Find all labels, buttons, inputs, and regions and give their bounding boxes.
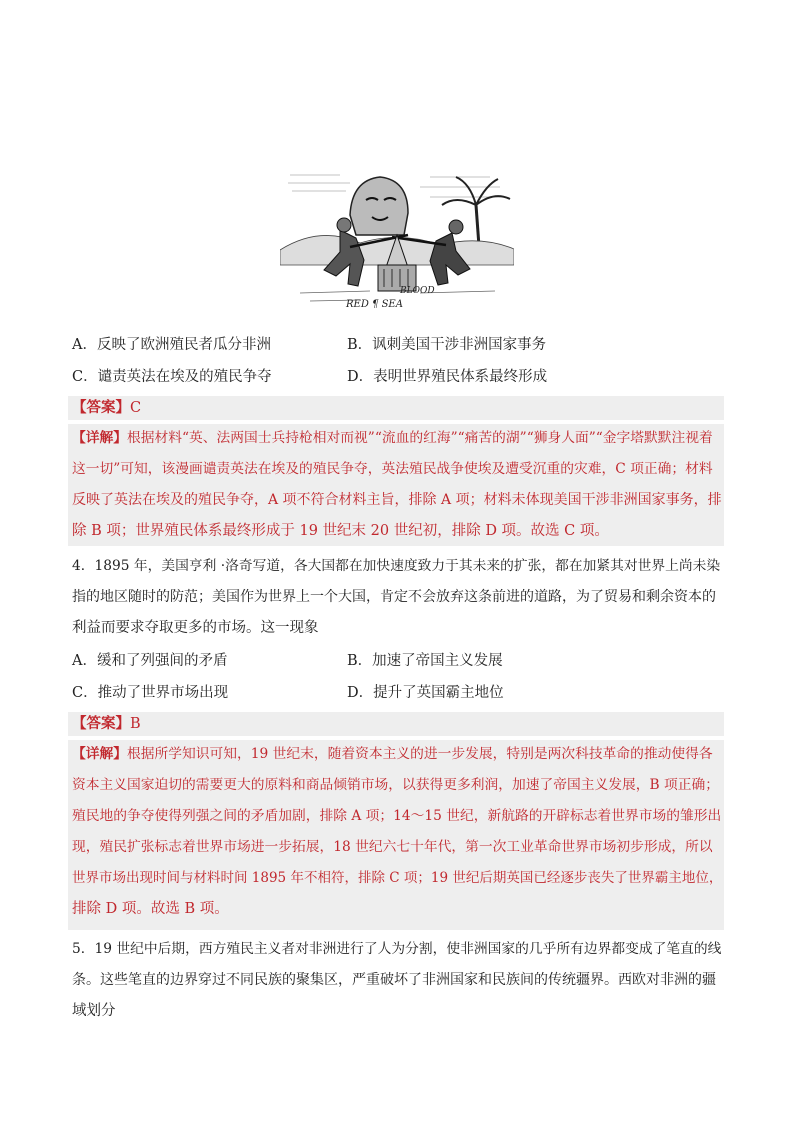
q4-detail-text-1: 根据所学知识可知，19 世纪末，随着资本主义的进一步发展，特别是两次科技革命的推动使得各 <box>127 746 713 762</box>
q4-stem-line-1: 4．1895 年，美国亨利 ·洛奇写道，各大国都在加快速度致力于其未来的扩张，都在加紧其对世界上尚未染 <box>72 558 721 574</box>
q3-detail-line-2: 这一切”可知，该漫画谴责英法在埃及的殖民争夺，英法殖民战争使埃及遭受沉重的灾难，C 项正确；材料 <box>72 461 713 477</box>
q4-option-d: D．提升了英国霸主地位 <box>347 685 504 701</box>
q4-detail-line-6: 排除 D 项。故选 B 项。 <box>72 901 229 917</box>
q4-detail-line-3: 殖民地的争夺使得列强之间的矛盾加剧，排除 A 项；14～15 世纪，新航路的开辟标志着世界市场的雏形出 <box>72 808 722 824</box>
q5-stem-line-3: 域划分 <box>72 1003 116 1019</box>
q4-detail-tag: 【详解】 <box>72 746 128 762</box>
cartoon-svg <box>280 165 514 313</box>
q4-option-a: A．缓和了列强间的矛盾 <box>72 653 228 669</box>
q3-option-b: B．讽刺美国干涉非洲国家事务 <box>347 337 547 353</box>
q4-detail-line-2: 资本主义国家迫切的需要更大的原料和商品倾销市场，以获得更多利润，加速了帝国主义发展，B 项正确； <box>72 777 719 793</box>
q3-option-c: C．谴责英法在埃及的殖民争夺 <box>72 369 272 385</box>
q4-detail-line-5: 世界市场出现时间与材料时间 1895 年不相符，排除 C 项；19 世纪后期英国已经逐步丧失了世界霸主地位， <box>72 870 723 886</box>
q4-detail-line-4: 现，殖民扩张标志着世界市场进一步拓展，18 世纪六七十年代，第一次工业革命世界市场初步形成，所以 <box>72 839 713 855</box>
q3-detail-tag: 【详解】 <box>72 430 128 446</box>
q3-detail-line-3: 反映了英法在埃及的殖民争夺，A 项不符合材料主旨，排除 A 项；材料未体现美国干涉非洲国家事务，排 <box>72 492 722 508</box>
q3-answer-value: C <box>130 400 142 416</box>
q4-answer <box>72 714 141 734</box>
q3-answer-tag: 【答案】 <box>72 399 130 416</box>
q4-detail-line-1 <box>72 744 713 764</box>
q3-detail-line-1 <box>72 428 713 448</box>
q3-detail-text-1: 根据材料“英、法两国士兵持枪相对而视”“流血的红海”“痛苦的湖”“狮身人面”“金字塔默默注视着 <box>127 430 713 446</box>
q4-stem-line-2: 指的地区随时的防范；美国作为世界上一个大国，肯定不会放弃这条前进的道路，为了贸易和剩余资本的 <box>72 589 716 605</box>
q3-option-d: D．表明世界殖民体系最终形成 <box>347 369 548 385</box>
q5-stem-line-1: 5．19 世纪中后期，西方殖民主义者对非洲进行了人为分割，使非洲国家的几乎所有边界都变成了笔直的线 <box>72 941 722 957</box>
q4-option-b: B．加速了帝国主义发展 <box>347 653 503 669</box>
cartoon-illustration <box>280 165 514 313</box>
q3-answer-band <box>68 396 724 420</box>
cartoon-caption-2: RED ¶ SEA <box>346 299 403 310</box>
q4-answer-value: B <box>130 716 141 732</box>
cartoon-caption-1: BLOOD <box>400 286 435 296</box>
q4-answer-band <box>68 712 724 736</box>
q4-answer-tag: 【答案】 <box>72 715 130 732</box>
q3-answer <box>72 398 141 418</box>
q3-detail-line-4: 除 B 项；世界殖民体系最终形成于 19 世纪末 20 世纪初，排除 D 项。故选 C 项。 <box>72 523 609 539</box>
q3-option-a: A．反映了欧洲殖民者瓜分非洲 <box>72 337 271 353</box>
q4-option-c: C．推动了世界市场出现 <box>72 685 229 701</box>
q5-stem-line-2: 条。这些笔直的边界穿过不同民族的聚集区，严重破坏了非洲国家和民族间的传统疆界。西欧对非洲的疆 <box>72 972 716 988</box>
q4-stem-line-3: 利益而要求夺取更多的市场。这一现象 <box>72 620 319 636</box>
